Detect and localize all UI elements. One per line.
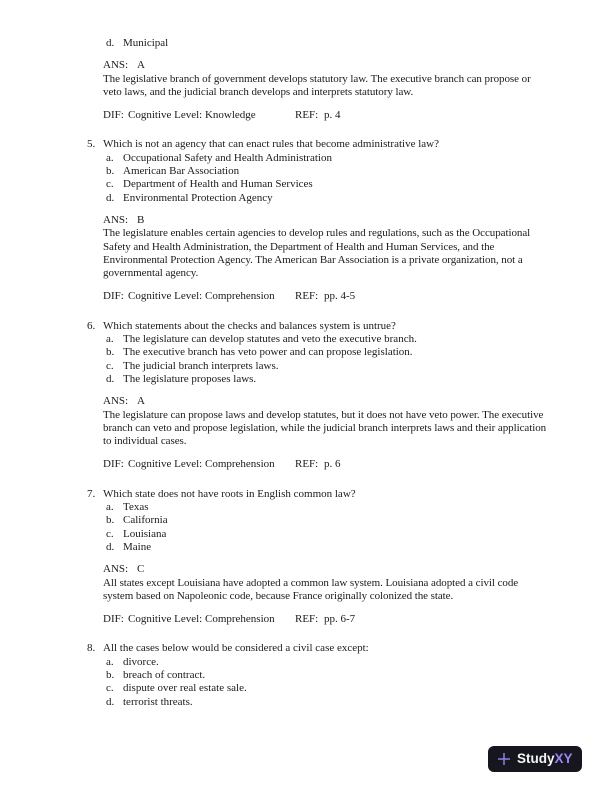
question-stem: Which is not an agency that can enact rules that become administrative law? [103,138,439,151]
answer-option [0,696,612,709]
dif-ref-line [0,458,612,471]
question-6 [0,320,612,472]
answer-value: A [137,59,145,72]
answer-option [0,682,612,695]
option-text: The judicial branch interprets laws. [123,359,279,372]
question-4-fragment [0,37,612,122]
question-stem: Which statements about the checks and balances system is untrue? [103,319,396,332]
answer-option [0,669,612,682]
option-text: California [123,514,168,527]
option-text: terrorist threats. [123,695,193,708]
ref-label: REF: [295,613,319,626]
dif-ref-line [0,613,612,626]
answer-option [0,178,612,191]
answer-row [103,214,612,227]
ans-label: ANS: [103,563,129,576]
answer-block [0,59,612,99]
dif-ref-line [0,290,612,303]
ref-label: REF: [295,109,319,122]
brand-xy-text: XY [554,751,573,766]
answer-option [0,346,612,359]
question-number: 7. [87,487,96,500]
answer-option [0,373,612,386]
option-text: The executive branch has veto power and can propose legislation. [123,346,413,359]
answer-option [0,541,612,554]
option-letter: b. [106,346,115,359]
option-text: dispute over real estate sale. [123,682,247,695]
question-number: 6. [87,319,96,332]
ref-value: pp. 6-7 [324,613,356,626]
option-letter: b. [106,668,115,681]
dif-label: DIF: [103,458,124,471]
option-letter: a. [106,333,114,346]
dif-label: DIF: [103,613,124,626]
dif-label: DIF: [103,290,124,303]
answer-option [0,360,612,373]
ans-label: ANS: [103,395,129,408]
answer-option [0,501,612,514]
question-7 [0,488,612,627]
dif-value: Cognitive Level: Comprehension [128,458,275,471]
option-letter: c. [106,527,114,540]
question-stem: Which state does not have roots in English common law? [103,487,356,500]
answer-option [0,656,612,669]
rationale-text: All states except Louisiana have adopted a common law system. Louisiana adopted a civil code system based on Napoleonic code, because France originally colonized the state. [103,576,519,602]
answer-row [103,563,612,576]
option-letter: c. [106,359,114,372]
rationale-text: The legislative branch of government develops statutory law. The executive branch can propose or veto laws, and the judicial branch develops and interprets statutory law. [103,72,531,98]
ref-label: REF: [295,290,319,303]
answer-option [0,37,612,50]
ans-label: ANS: [103,59,129,72]
answer-value: B [137,213,145,226]
option-letter: b. [106,514,115,527]
option-text: Environmental Protection Agency [123,191,273,204]
option-letter: d. [106,37,115,49]
dif-value: Cognitive Level: Comprehension [128,613,275,626]
option-text: Department of Health and Human Services [123,178,313,191]
rationale-text: The legislature enables certain agencies to develop rules and regulations, such as the Occupational Safety and Health Administration, the Department of Health and Human Services, and the Environmental Protection Agency. The American Bar Association is a private organization, not a governmental agency. [103,227,531,280]
dif-label: DIF: [103,109,124,122]
option-text: Texas [123,501,149,514]
studyxy-watermark-badge [488,746,582,772]
option-letter: a. [106,501,114,514]
answer-value: C [137,563,145,576]
option-text: Louisiana [123,527,167,540]
option-text: Maine [123,540,152,553]
question-stem-row [0,642,612,655]
ans-label: ANS: [103,213,129,226]
question-number: 5. [87,138,96,151]
answer-option [0,152,612,165]
option-letter: b. [106,165,115,178]
answer-block [0,563,612,603]
answer-block [0,214,612,280]
question-stem: All the cases below would be considered a civil case except: [103,642,369,655]
dif-ref-line [0,109,612,122]
option-text: The legislature proposes laws. [123,372,257,385]
answer-option [0,514,612,527]
rationale-text: The legislature can propose laws and develop statutes, but it does not have veto power. The executive branch can veto and propose legislation, while the judicial branch interprets laws and their application to individual cases. [103,408,547,448]
question-5 [0,138,612,303]
option-text: divorce. [123,655,159,668]
option-letter: d. [106,540,115,553]
option-letter: c. [106,178,114,191]
answer-row [103,395,612,408]
option-letter: a. [106,151,114,164]
brand-wordmark [517,746,573,772]
answer-value: A [137,395,145,408]
option-letter: d. [106,372,115,385]
ref-value: pp. 4-5 [324,290,356,303]
answer-option [0,528,612,541]
option-text: American Bar Association [123,165,240,178]
option-text: The legislature can develop statutes and veto the executive branch. [123,333,417,346]
option-letter: c. [106,682,114,695]
option-letter: d. [106,191,115,204]
answer-row [103,59,612,72]
answer-block [0,395,612,448]
question-number: 8. [87,642,96,655]
option-letter: d. [106,695,115,708]
answer-option [0,165,612,178]
question-stem-row [0,488,612,501]
option-text: Occupational Safety and Health Administration [123,151,332,164]
question-stem-row [0,138,612,151]
answer-option [0,192,612,205]
answer-option [0,333,612,346]
dif-value: Cognitive Level: Knowledge [128,109,256,122]
question-stem-row [0,320,612,333]
dif-value: Cognitive Level: Comprehension [128,290,275,303]
ref-label: REF: [295,458,319,471]
option-text: breach of contract. [123,668,206,681]
plus-icon [497,752,511,766]
brand-study-text: Study [517,751,555,766]
option-text: Municipal [123,37,169,49]
ref-value: p. 6 [324,458,341,471]
question-8 [0,642,612,708]
ref-value: p. 4 [324,109,341,122]
option-letter: a. [106,655,114,668]
